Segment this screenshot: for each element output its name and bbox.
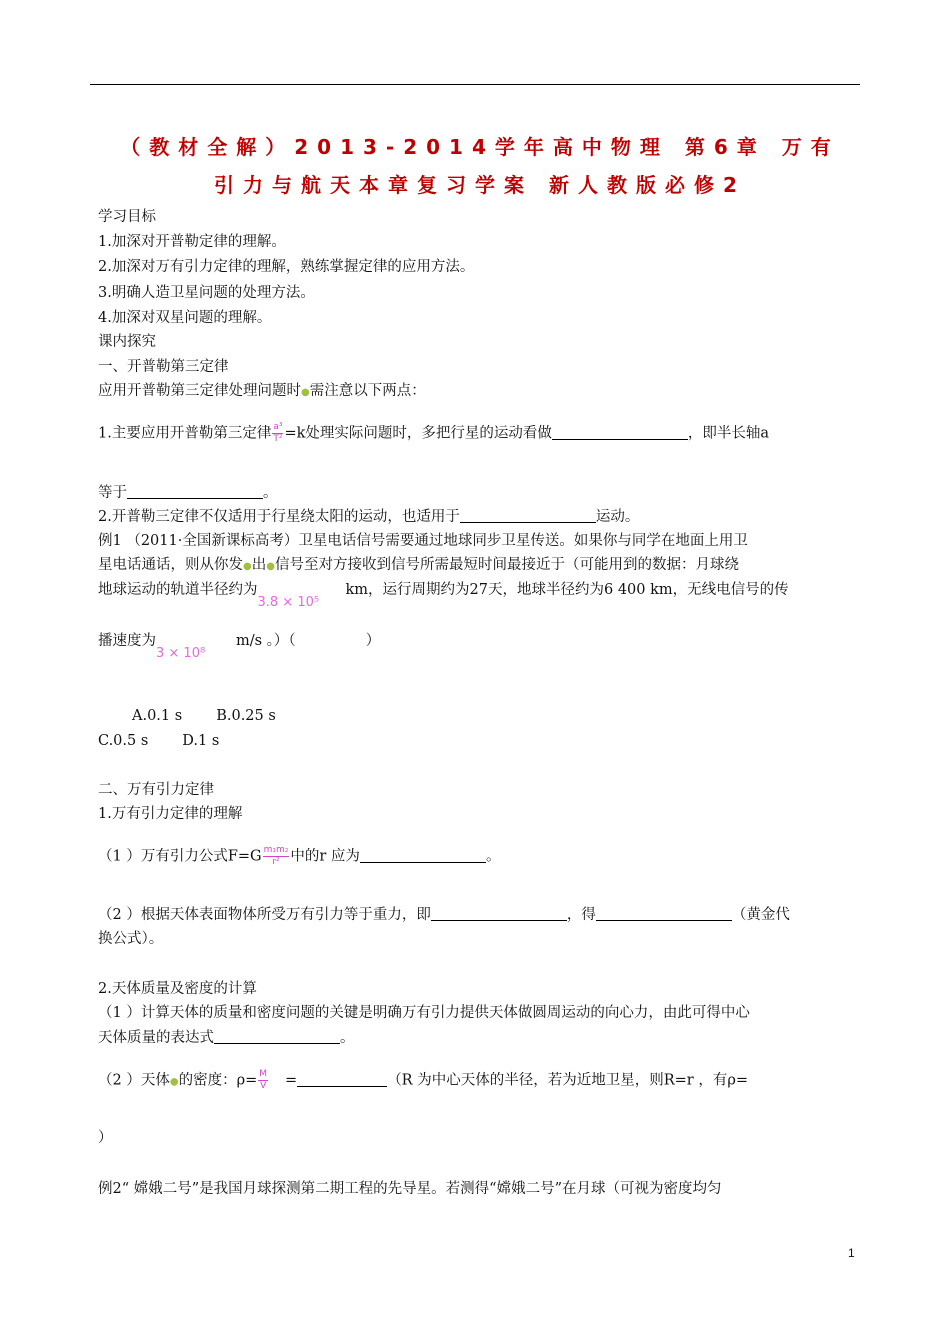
section2-sub1: 1.万有引力定律的理解 xyxy=(98,806,243,822)
goal-item: 4.加深对双星问题的理解。 xyxy=(98,310,272,326)
section1-intro: 应用开普勒第三定律处理问题时●需注意以下两点： xyxy=(98,383,426,399)
option-c: C.0.5 s xyxy=(98,733,149,749)
orbit-radius-value: 3.8 × 10⁵ xyxy=(257,595,320,610)
marker-dot: ● xyxy=(169,1076,179,1088)
answer-blank xyxy=(431,906,567,921)
goal-item: 3.明确人造卫星问题的处理方法。 xyxy=(98,285,315,301)
goal-item: 1.加深对开普勒定律的理解。 xyxy=(98,234,286,250)
option-d: D.1 s xyxy=(182,733,220,749)
example1-line2: 星电话通话，则从你发●出●信号至对方接收到信号所需最短时间最接近于（可能用到的数据：月球绕 xyxy=(98,557,739,573)
answer-blank xyxy=(552,425,688,440)
section1-point1-cont: 等于 。 xyxy=(98,485,278,501)
section1-point2: 2.开普勒三定律不仅适用于行星绕太阳的运动，也适用于 运动。 xyxy=(98,509,640,525)
example1-options-row1 xyxy=(132,707,276,725)
goals-heading: 学习目标 xyxy=(98,209,156,225)
gravitation-formula-fraction: $\frac{\text{m₁m₂}}{\text{r²}}$ xyxy=(263,845,289,867)
doc-title-line2: 引力与航天本章复习学案 新人教版必修2 xyxy=(214,173,746,197)
doc-title-line1: （教材全解）2013-2014学年高中物理 第6章 万有 xyxy=(120,135,840,159)
density-formula-fraction: $\frac{M}{V}$ xyxy=(259,1069,268,1091)
example1-line1: 例1 （2011·全国新课标高考）卫星电话信号需要通过地球同步卫星传送。如果你与同学在地面上用卫 xyxy=(98,533,748,549)
section1-point1: 1.主要应用开普勒第三定律 $\frac{\text{a³}}{\text{T²}}$ =k处理实际问题时，多把行星的运动看做 ，即半长轴a xyxy=(98,422,770,444)
section2-sub2: 2.天体质量及密度的计算 xyxy=(98,981,257,997)
answer-blank xyxy=(460,508,596,523)
section2-q2: （2 ）根据天体表面物体所受万有引力等于重力，即 ，得 （黄金代 xyxy=(98,907,790,923)
section2-m1: （1 ）计算天体的质量和密度问题的关键是明确万有引力提供天体做圆周运动的向心力，由此可得中心 xyxy=(98,1005,750,1021)
explore-heading: 课内探究 xyxy=(98,334,156,350)
answer-blank xyxy=(297,1072,387,1087)
section2-m2-close: ） xyxy=(98,1130,113,1146)
section2-m2: （2 ）天体●的密度：ρ= $\frac{M}{V}$ = （R 为中心天体的半径，若为近地卫星，则R=r ，有ρ= xyxy=(98,1069,748,1091)
page-number: 1 xyxy=(848,1246,855,1260)
signal-speed-value: 3 × 10⁸ xyxy=(156,646,206,661)
kepler-formula-fraction: $\frac{\text{a³}}{\text{T²}}$ xyxy=(273,422,283,444)
section2-heading: 二、万有引力定律 xyxy=(98,782,214,798)
section2-q2-cont: 换公式）。 xyxy=(98,931,164,947)
option-a: A.0.1 s xyxy=(132,708,183,724)
marker-dot: ● xyxy=(243,561,252,572)
goal-item: 2.加深对万有引力定律的理解，熟练掌握定律的应用方法。 xyxy=(98,259,475,275)
section1-heading: 一、开普勒第三定律 xyxy=(98,359,229,375)
header-rule xyxy=(90,84,860,85)
example2-line1: 例2“ 嫦娥二号”是我国月球探测第二期工程的先导星。若测得“嫦娥二号”在月球（可视为密度均匀 xyxy=(98,1181,722,1197)
answer-blank xyxy=(360,848,486,863)
section2-q1: （1 ）万有引力公式F=G $\frac{\text{m₁m₂}}{\text{r²}}$ 中的r 应为 。 xyxy=(98,845,501,867)
example1-options-row2 xyxy=(98,732,219,750)
example1-line3: 地球运动的轨道半径约为3.8 × 10⁵km，运行周期约为27天，地球半径约为6 400 km，无线电信号的传 xyxy=(98,582,789,610)
answer-blank xyxy=(214,1029,340,1044)
section2-m1-cont: 天体质量的表达式 。 xyxy=(98,1030,355,1046)
marker-dot: ● xyxy=(266,561,275,572)
marker-dot: ● xyxy=(301,387,310,398)
option-b: B.0.25 s xyxy=(216,708,276,724)
answer-blank xyxy=(127,484,263,499)
answer-blank xyxy=(596,906,732,921)
example1-line4: 播速度为3 × 10⁸m/s 。）（ ） xyxy=(98,633,381,661)
